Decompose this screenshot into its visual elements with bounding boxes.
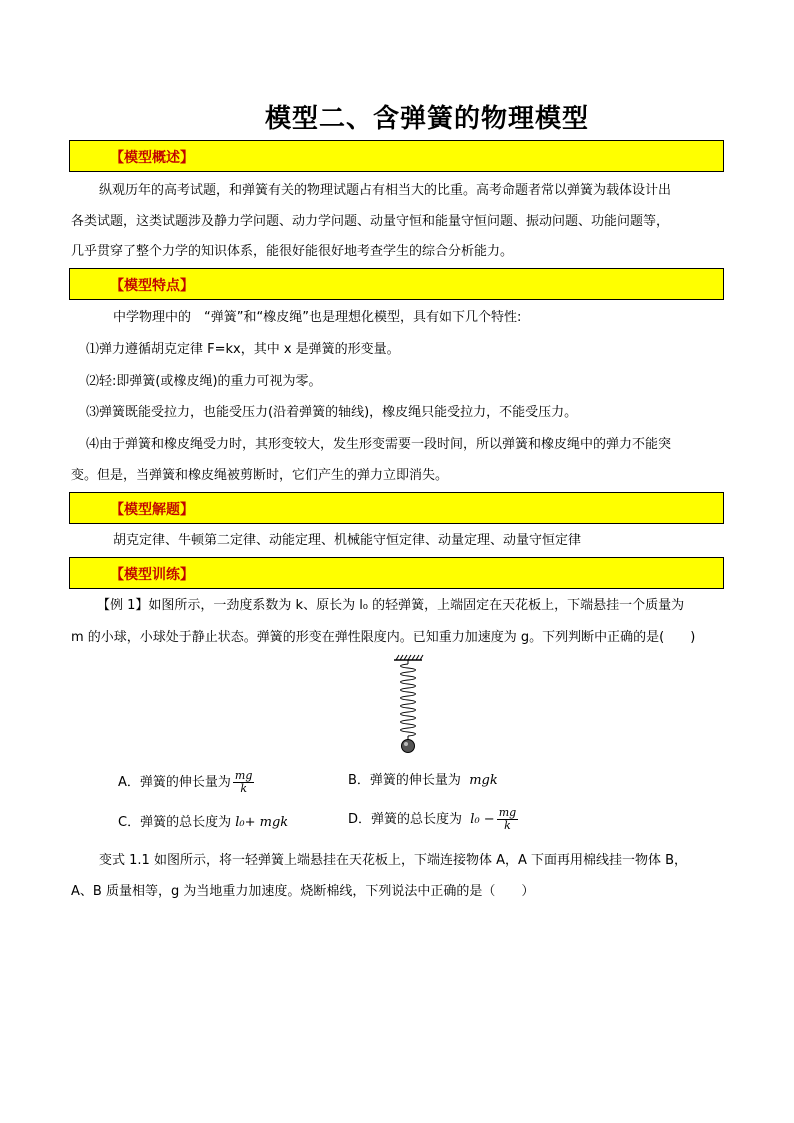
option-c bbox=[118, 814, 288, 832]
fraction-denominator: k bbox=[240, 782, 247, 795]
variant-line-2: A、B 质量相等，g 为当地重力加速度。烧断棉线，下列说法中正确的是（ ） bbox=[71, 884, 535, 899]
option-d-prefix: l₀ − bbox=[470, 812, 495, 827]
option-d bbox=[348, 807, 518, 832]
option-c-expression: l₀+ mgk bbox=[235, 815, 289, 830]
fraction-denominator: k bbox=[504, 819, 511, 832]
fraction-numerator: mg bbox=[234, 769, 253, 782]
fraction-numerator: mg bbox=[498, 806, 517, 819]
option-d-fraction bbox=[497, 807, 518, 832]
option-c-label: C．弹簧的总长度为 bbox=[118, 815, 232, 830]
option-a-fraction bbox=[233, 770, 254, 795]
section-header-training bbox=[69, 557, 724, 589]
feature-item-4: ⑷由于弹簧和橡皮绳受力时，其形变较大，发生形变需要一段时间，所以弹簧和橡皮绳中的弹力不能突 bbox=[86, 437, 672, 452]
section-label: 【模型解题】 bbox=[110, 502, 194, 518]
solution-text: 胡克定律、牛顿第二定律、动能定理、机械能守恒定律、动量定理、动量守恒定律 bbox=[113, 533, 582, 548]
section-label: 【模型训练】 bbox=[110, 567, 194, 583]
option-a bbox=[118, 770, 254, 795]
section-header-solution bbox=[69, 492, 724, 524]
option-b bbox=[348, 772, 498, 790]
variant-line-1: 变式 1.1 如图所示，将一轻弹簧上端悬挂在天花板上，下端连接物体 A，A 下面再用棉线挂一物体 B， bbox=[99, 853, 688, 868]
section-header-overview bbox=[69, 140, 724, 172]
section-header-features bbox=[69, 268, 724, 300]
section-label: 【模型特点】 bbox=[110, 278, 194, 294]
feature-item-1: ⑴弹力遵循胡克定律 F=kx，其中 x 是弹簧的形变量。 bbox=[86, 342, 400, 357]
spring-coil bbox=[401, 664, 416, 736]
overview-line-1: 纵观历年的高考试题，和弹簧有关的物理试题占有相当大的比重。高考命题者常以弹簧为载体设计出 bbox=[99, 183, 672, 198]
option-b-label: B．弹簧的伸长量为 bbox=[348, 773, 461, 788]
option-d-label: D．弹簧的总长度为 bbox=[348, 812, 463, 827]
feature-item-3: ⑶弹簧既能受拉力，也能受压力(沿着弹簧的轴线)，橡皮绳只能受拉力，不能受压力。 bbox=[86, 405, 578, 420]
feature-item-2: ⑵轻:即弹簧(或橡皮绳)的重力可视为零。 bbox=[86, 374, 322, 389]
section-label: 【模型概述】 bbox=[110, 150, 194, 166]
overview-line-2: 各类试题，这类试题涉及静力学问题、动力学问题、动量守恒和能量守恒问题、振动问题、功能问题等， bbox=[71, 214, 670, 229]
overview-line-3: 几乎贯穿了整个力学的知识体系，能很好能很好地考查学生的综合分析能力。 bbox=[71, 244, 514, 259]
features-intro: 中学物理中的 “弹簧”和“橡皮绳”也是理想化模型，具有如下几个特性: bbox=[113, 310, 522, 325]
feature-item-4-cont: 变。但是，当弹簧和橡皮绳被剪断时，它们产生的弹力立即消失。 bbox=[71, 468, 449, 483]
ball bbox=[402, 740, 415, 753]
option-b-expression: mgk bbox=[469, 773, 498, 788]
example1-line-2: m 的小球，小球处于静止状态。弹簧的形变在弹性限度内。已知重力加速度为 g。下列判断中正确的是( ) bbox=[71, 630, 696, 645]
option-a-label: A．弹簧的伸长量为 bbox=[118, 775, 231, 790]
example1-line-1: 【例 1】如图所示，一劲度系数为 k、原长为 l₀ 的轻弹簧，上端固定在天花板上，下端悬挂一个质量为 bbox=[97, 598, 685, 613]
page-title: 模型二、含弹簧的物理模型 bbox=[264, 104, 589, 134]
spring-figure bbox=[386, 654, 430, 756]
